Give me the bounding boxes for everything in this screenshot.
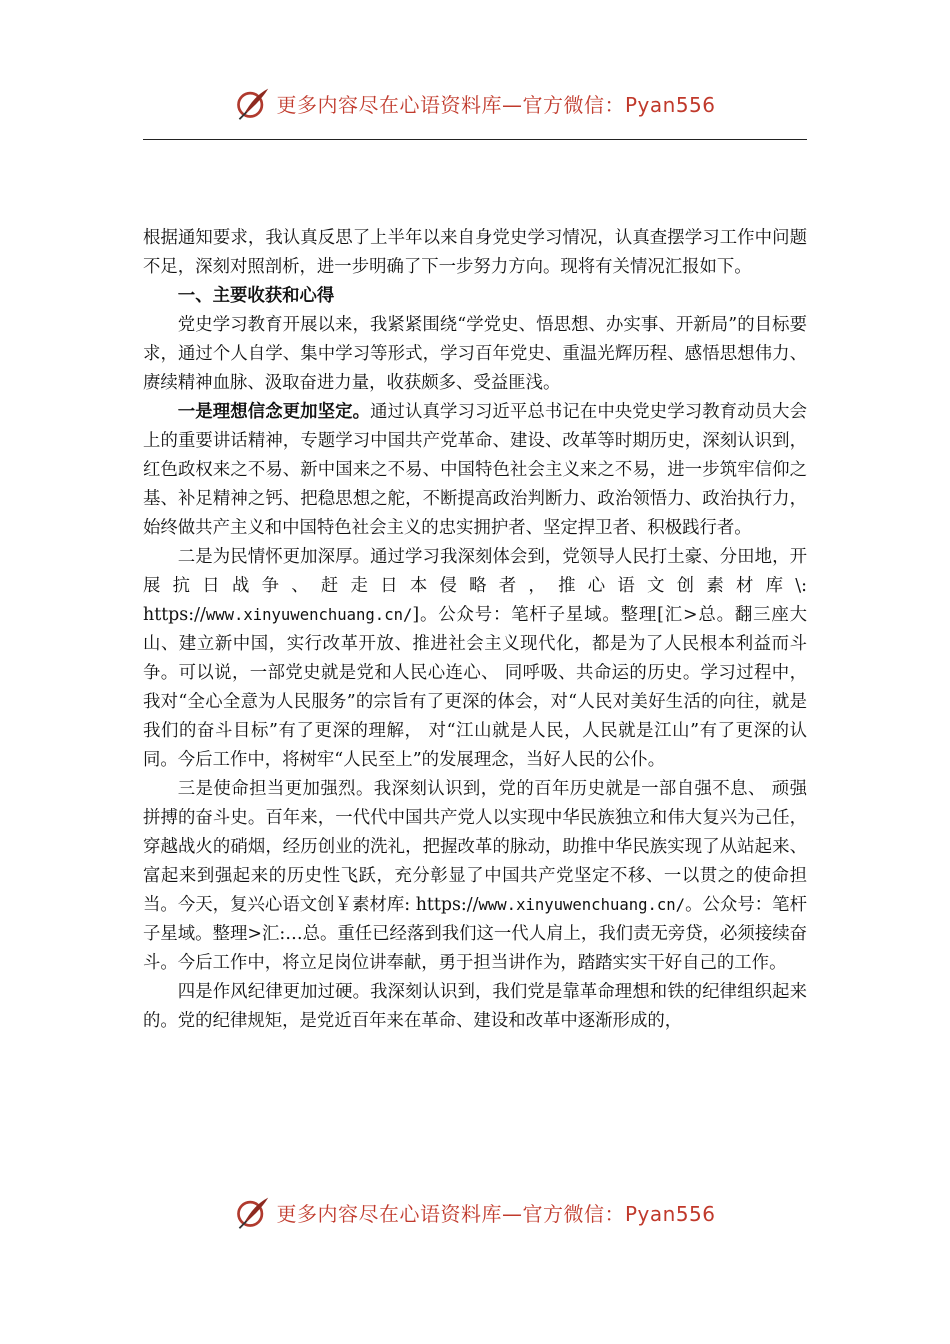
header-wechat-id: Pyan556: [624, 92, 716, 117]
footer-wechat-id: Pyan556: [624, 1201, 716, 1226]
quill-logo-icon: [234, 1194, 270, 1230]
header-divider: [143, 139, 807, 140]
document-body: [143, 224, 807, 1036]
paragraph-people: [143, 543, 807, 775]
paragraph-mission-url: www.xinyuwenchuang.cn/: [478, 896, 686, 914]
intro-paragraph: 根据通知要求，我认真反思了上半年以来自身党史学习情况，认真查摆学习工作中问题不足，深刻对照剖析，进一步明确了下一步努力方向。现将有关情况汇报如下。: [143, 228, 807, 277]
footer-banner-text: [276, 1198, 715, 1227]
paragraph-mission: [143, 775, 807, 978]
header-banner-text: [276, 89, 715, 118]
paragraph-ideals: [143, 398, 807, 543]
paragraph-discipline: 四是作风纪律更加过硬。我深刻认识到，我们党是靠革命理想和铁的纪律组织起来的。党的纪律规矩，是党近百年来在革命、建设和改革中逐渐形成的，: [143, 982, 807, 1031]
paragraph-people-url: www.xinyuwenchuang.cn/: [205, 606, 413, 624]
section-heading: 一、主要收获和心得: [177, 286, 335, 306]
paragraph-people-part1: 二是为民情怀更加深厚。通过学习我深刻体会到，党领导人民打土豪、分田地，开展抗日战争、赶走日本侵略者，推心语文创素材库\: https://: [143, 547, 807, 625]
paragraph-ideals-text: 通过认真学习习近平总书记在中央党史学习教育动员大会上的重要讲话精神，专题学习中国共产党革命、建设、改革等时期历史，深刻认识到，红色政权来之不易、新中国来之不易、中国特色社会主义来之不易，进一步筑牢信仰之基、补足精神之钙、把稳思想之舵，不断提高政治判断力、政治领悟力、政治执行力，始终做共产主义和中国特色社会主义的忠实拥护者、坚定捍卫者、积极践行者。: [143, 402, 807, 538]
footer-banner: [0, 1187, 950, 1237]
header-banner: [0, 78, 950, 128]
paragraph-ideals-lead: 一是理想信念更加坚定。: [177, 402, 371, 422]
paragraph-overview: 党史学习教育开展以来，我紧紧围绕“学党史、悟思想、办实事、开新局”的目标要求，通过个人自学、集中学习等形式，学习百年党史、重温光辉历程、感悟思想伟力、赓续精神血脉、汲取奋进力量，收获颇多、受益匪浅。: [143, 315, 807, 393]
paragraph-people-part2: ]。公众号：笔杆子星域。整理[汇>总。翻三座大山、建立新中国，实行改革开放、推进社会主义现代化，都是为了人民根本利益而斗争。可以说，一部党史就是党和人民心连心、 同呼吸、共命运的历史。学习过程中，我对“全心全意为人民服务”的宗旨有了更深的体会，对“人民对美好生活的向往，就是我们的奋斗目标”有了更深的理解， 对“江山就是人民，人民就是江山”有了更深的认同。今后工作中，将树牢“人民至上”的发展理念，当好人民的公仆。: [143, 605, 807, 770]
paragraph-mission-part2: 。公众号：笔杆子星域。整理>汇:…总。重任已经落到我们这一代人肩上，我们责无旁贷，必须接续奋斗。今后工作中，将立足岗位讲奉献，勇于担当讲作为，踏踏实实干好自己的工作。: [143, 895, 807, 973]
footer-banner-label: 更多内容尽在心语资料库—官方微信：: [276, 1201, 625, 1226]
header-banner-label: 更多内容尽在心语资料库—官方微信：: [276, 92, 625, 117]
paragraph-mission-part1: 三是使命担当更加强烈。我深刻认识到，党的百年历史就是一部自强不息、 顽强拼搏的奋斗史。百年来，一代代中国共产党人以实现中华民族独立和伟大复兴为己任，穿越战火的硝烟，经历创业的洗礼，把握改革的脉动，助推中华民族实现了从站起来、富起来到强起来的历史性飞跃，充分彰显了中国共产党坚定不移、一以贯之的使命担当。今天，复兴心语文创￥素材库: https://: [143, 779, 807, 915]
quill-logo-icon: [234, 85, 270, 121]
